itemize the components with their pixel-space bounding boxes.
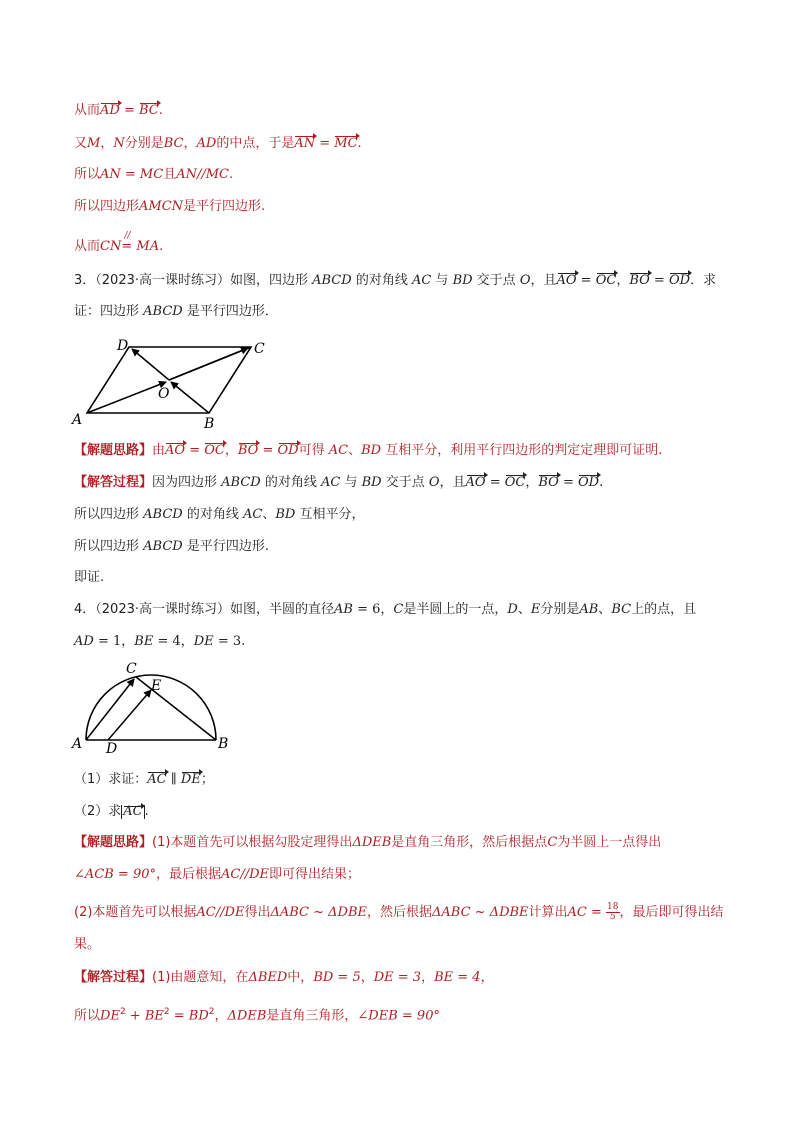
problem-4-line-2 — [74, 633, 245, 651]
label-E: E — [151, 678, 162, 694]
vector-AC: AC — [147, 772, 167, 787]
text: ，且 — [439, 475, 466, 490]
math-AC: AC — [411, 273, 432, 288]
comma: ， — [525, 475, 539, 490]
math-DE: DE = 3 — [373, 970, 422, 985]
math-AC: AC — [242, 507, 263, 522]
period: . — [159, 239, 164, 254]
math-BE: BE = 4 — [434, 970, 481, 985]
text: 是直角三角形， — [266, 1008, 358, 1024]
numerator: 18 — [607, 902, 619, 912]
vector-BO: BO — [629, 273, 650, 288]
solution-tag: 【解答过程】 — [74, 970, 153, 985]
period: . — [144, 804, 149, 819]
text: 是平行四边形. — [182, 539, 269, 554]
vector-MC: MC — [334, 136, 358, 151]
problem-4-analysis-1 — [74, 834, 661, 852]
math-BE: BE — [144, 1008, 164, 1024]
segment-CB — [136, 677, 216, 740]
parallel-equal-symbol — [121, 231, 133, 256]
text: ，最后根据 — [155, 867, 221, 882]
parallel-mark: // — [124, 231, 131, 241]
text: 从而 — [74, 103, 101, 118]
text: 所以四边形 — [74, 199, 140, 214]
vector-OC: OC — [204, 443, 225, 458]
text: (1)本题首先可以根据勾股定理得出 — [152, 835, 353, 850]
math-ABCD: ABCD — [143, 539, 183, 554]
parallel-symbol: ∥ — [166, 772, 181, 787]
text: 是直角三角形，然后根据点 — [391, 835, 548, 850]
vector-BO-arrow — [171, 382, 209, 413]
math-BD: BD — [361, 475, 382, 490]
equals: = — [315, 136, 335, 151]
text: ，然后根据 — [366, 905, 432, 920]
math-AMCN: AMCN — [139, 199, 184, 214]
text: 上的点，且 — [631, 602, 697, 617]
text: 、 — [517, 602, 531, 617]
text: 互相平分， — [295, 507, 365, 522]
math-AD: AD — [74, 634, 94, 649]
comma: ， — [224, 443, 238, 458]
label-B: B — [204, 416, 215, 432]
text: 所以 — [74, 167, 101, 182]
text: 是平行四边形 — [183, 199, 262, 214]
proof-line-5 — [74, 231, 164, 256]
analysis-tag: 【解题思路】 — [74, 443, 153, 458]
vector-AC: AC — [123, 804, 143, 819]
period: . — [599, 475, 604, 490]
equals: = — [169, 1008, 189, 1024]
math-AC: AC — [320, 475, 341, 490]
text: 3．（2023·高一课时练习）如图，四边形 — [74, 273, 313, 288]
text: 互相平分，利用平行四边形的判定定理即可证明. — [381, 443, 663, 458]
comma: ， — [121, 634, 135, 649]
superscript: 2 — [119, 1007, 126, 1017]
vector-OD: OD — [668, 273, 691, 288]
math-O: O — [428, 475, 440, 490]
denominator: 5 — [609, 912, 616, 922]
proof-line-4 — [74, 198, 265, 216]
math-BD: BD — [188, 1008, 209, 1024]
text: （2）求 — [74, 804, 122, 819]
problem-3-line-2 — [74, 303, 278, 321]
vector-AO: AO — [556, 273, 577, 288]
vector-AO-arrow — [87, 382, 166, 413]
label-D: D — [106, 741, 118, 756]
equals: = — [258, 443, 278, 458]
fraction — [606, 903, 619, 922]
period: . — [261, 199, 266, 214]
equals: = — [185, 443, 205, 458]
text: ，最后即可得出结 — [619, 905, 724, 920]
comma: ， — [616, 273, 630, 288]
text: (2)本题首先可以根据 — [74, 905, 197, 920]
math-AD: AD — [196, 136, 217, 151]
math-similar: ΔABC ~ ΔDBE — [432, 905, 529, 920]
problem-4-solution-1 — [74, 969, 494, 987]
label-D: D — [117, 338, 129, 354]
text: 与 — [340, 475, 362, 490]
text: 与 — [431, 273, 453, 288]
text: (1)由题意知，在 — [152, 970, 249, 985]
math-MA: MA — [132, 239, 160, 254]
math-BC: BC — [163, 136, 184, 151]
value: = 1 — [93, 634, 122, 649]
math-BE: BE — [134, 634, 154, 649]
plus: + — [125, 1008, 145, 1024]
comma: ， — [100, 136, 114, 151]
value: = 4 — [153, 634, 181, 649]
text: 所以 — [74, 1008, 101, 1024]
math-E: E — [530, 602, 541, 617]
comma: ， — [421, 970, 435, 985]
text: 所以四边形 — [74, 507, 144, 522]
vector-OC: OC — [504, 475, 526, 490]
math-expr: AC//DE — [196, 905, 245, 920]
problem-4-question-2 — [74, 803, 149, 821]
period: . — [158, 103, 163, 118]
text: 、 — [262, 507, 276, 522]
text: 、 — [598, 602, 612, 617]
label-A: A — [72, 736, 83, 752]
text: 计算出 — [528, 905, 568, 920]
magnitude — [121, 805, 144, 819]
text: ，且 — [530, 273, 557, 288]
text: 的对角线 — [182, 507, 243, 522]
vector-DE-arrow — [108, 690, 151, 740]
text: 交于点 — [472, 273, 520, 288]
text: 证：四边形 — [74, 304, 144, 319]
math-N: N — [113, 136, 125, 151]
math-triangle-DEB: ΔDEB — [227, 1008, 267, 1024]
math-AC: AC — [328, 443, 349, 458]
proof-line-1 — [74, 102, 163, 120]
text: 由 — [152, 443, 166, 458]
equals: = — [576, 273, 596, 288]
text: ； — [200, 772, 214, 787]
math-ABCD: ABCD — [221, 475, 261, 490]
proof-line-3 — [74, 166, 233, 184]
math-D: D — [507, 602, 518, 617]
comma: ， — [360, 970, 374, 985]
vector-OD: OD — [578, 475, 600, 490]
problem-4-solution-2 — [74, 1003, 440, 1025]
math-expr: AN = MC — [100, 167, 164, 182]
comma: ， — [480, 970, 494, 985]
problem-4-line-1 — [74, 601, 696, 619]
math-ABCD: ABCD — [312, 273, 352, 288]
text: 、 — [348, 443, 362, 458]
comma: ， — [183, 136, 197, 151]
math-BD: BD — [452, 273, 473, 288]
text: 是平行四边形． — [182, 304, 278, 319]
text: 即证. — [74, 570, 105, 585]
superscript: 2 — [208, 1007, 215, 1017]
math-BD: BD — [361, 443, 382, 458]
period: . — [229, 167, 234, 182]
vector-AO: AO — [165, 443, 186, 458]
math-triangle-BED: ΔBED — [248, 970, 288, 985]
text: 即可得出结果； — [269, 867, 361, 882]
value: = 6 — [352, 602, 381, 617]
vector-DE: DE — [180, 772, 201, 787]
comma: ， — [380, 602, 394, 617]
vector-BO: BO — [538, 475, 559, 490]
text: 可得 — [298, 443, 329, 458]
vector-BO: BO — [237, 443, 259, 458]
vector-OD-arrow — [132, 349, 169, 380]
problem-3-analysis — [74, 442, 662, 460]
problem-3-step-4 — [74, 569, 104, 587]
text: 的中点，于是 — [216, 136, 295, 151]
text: 4．（2023·高一课时练习）如图，半圆的直径 — [74, 602, 334, 617]
math-similar: ΔABC ~ ΔDBE — [270, 905, 367, 920]
math-M: M — [87, 136, 101, 151]
vector-AO: AO — [465, 475, 486, 490]
equals: = — [121, 239, 133, 254]
math-expr: AC//DE — [221, 867, 270, 882]
superscript: 2 — [163, 1007, 170, 1017]
problem-4-question-1 — [74, 771, 214, 789]
math-ABCD: ABCD — [143, 304, 183, 319]
text: 中， — [287, 970, 314, 985]
math-CN: CN — [100, 239, 122, 254]
equals: = — [558, 475, 578, 490]
math-C: C — [393, 602, 404, 617]
equals: = — [649, 273, 669, 288]
vector-BC: BC — [139, 103, 159, 118]
vector-AD: AD — [100, 103, 120, 118]
math-AB: AB — [334, 602, 353, 617]
text: 果。 — [74, 937, 101, 952]
analysis-tag: 【解题思路】 — [74, 835, 153, 850]
vector-OD: OD — [277, 443, 299, 458]
text: 交于点 — [381, 475, 429, 490]
math-DE: DE — [100, 1008, 120, 1024]
text: 是半圆上的一点， — [403, 602, 508, 617]
vector-OC-arrow — [169, 348, 248, 380]
text: 分别是 — [540, 602, 580, 617]
text: 得出 — [244, 905, 271, 920]
text: 为半圆上一点得出 — [557, 835, 662, 850]
equals: = — [485, 475, 505, 490]
label-B: B — [218, 736, 229, 752]
math-expr: AN//MC — [176, 167, 229, 182]
semicircle-figure — [68, 660, 238, 756]
math-O: O — [519, 273, 531, 288]
math-angle-DEB: ∠DEB = 90° — [357, 1008, 440, 1024]
proof-line-2 — [74, 135, 362, 153]
problem-3-step-2 — [74, 506, 364, 524]
math-BD: BD = 5 — [313, 970, 361, 985]
period: . — [357, 136, 362, 151]
math-C: C — [547, 835, 558, 850]
text: 的对角线 — [260, 475, 321, 490]
problem-4-analysis-2 — [74, 903, 724, 922]
math-ABCD: ABCD — [143, 507, 183, 522]
label-O: O — [158, 386, 170, 402]
solution-tag: 【解答过程】 — [74, 475, 153, 490]
label-A: A — [72, 412, 83, 428]
text: 的对角线 — [351, 273, 412, 288]
problem-3-step-3 — [74, 538, 269, 556]
math-DE: DE — [193, 634, 214, 649]
comma: ， — [180, 634, 194, 649]
text: （1）求证： — [74, 772, 148, 787]
math-BD: BD — [275, 507, 296, 522]
math-BC: BC — [611, 602, 632, 617]
text: 分别是 — [124, 136, 164, 151]
text: 所以四边形 — [74, 539, 144, 554]
math-angle-ACB: ∠ACB = 90° — [74, 867, 156, 882]
comma: ， — [214, 1008, 228, 1024]
parallelogram-figure — [68, 336, 278, 432]
math-triangle-DEB: ΔDEB — [352, 835, 392, 850]
period: . — [241, 634, 246, 649]
text: 因为四边形 — [152, 475, 222, 490]
text: ．求 — [690, 273, 717, 288]
vector-AN: AN — [294, 136, 316, 151]
problem-3-line-1 — [74, 272, 716, 290]
problem-3-solution — [74, 474, 603, 492]
equals: = — [119, 103, 139, 118]
math-AC: AC = — [567, 905, 607, 920]
problem-4-analysis-2b — [74, 936, 100, 954]
text: 又 — [74, 136, 88, 151]
problem-4-analysis-1b — [74, 866, 360, 884]
math-AB: AB — [579, 602, 599, 617]
label-C: C — [126, 661, 137, 677]
text: 且 — [163, 167, 177, 182]
value: = 3 — [213, 634, 242, 649]
vector-OC: OC — [595, 273, 617, 288]
label-C: C — [254, 341, 265, 357]
text: 从而 — [74, 239, 101, 254]
